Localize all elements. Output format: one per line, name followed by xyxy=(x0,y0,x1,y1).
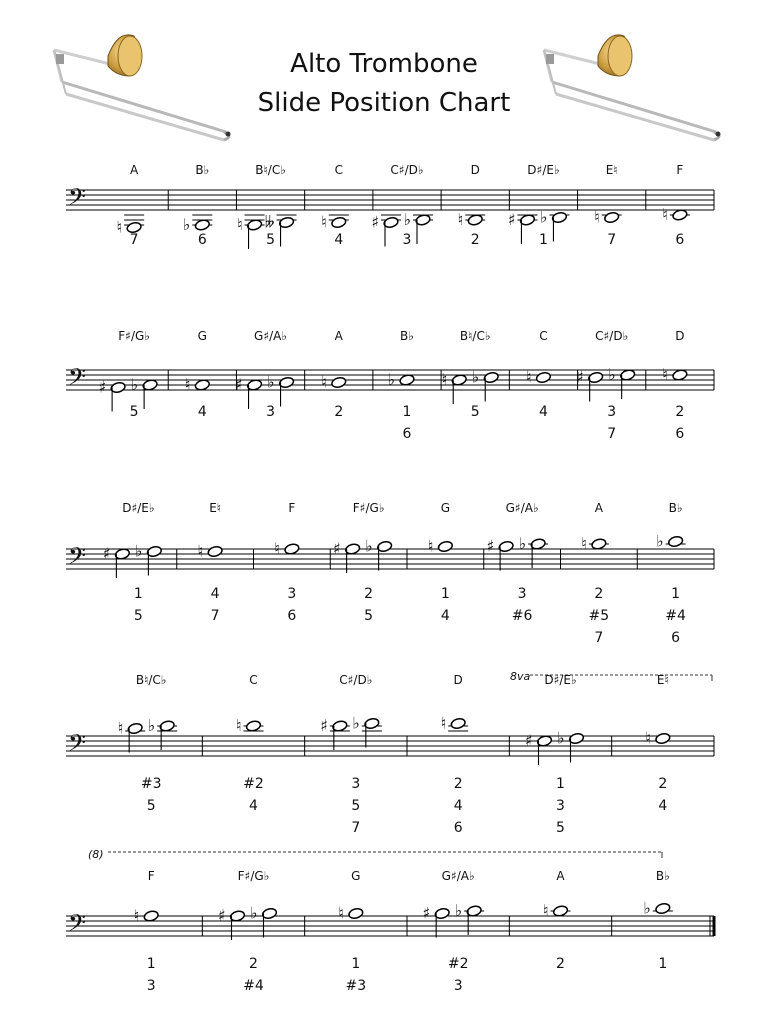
natural-accidental-icon: ♮ xyxy=(117,718,124,738)
natural-accidental-icon: ♮ xyxy=(441,370,448,389)
flat-accidental-icon: ♭ xyxy=(454,901,463,920)
flat-accidental-icon: ♭ xyxy=(147,716,156,735)
bass-clef-icon: 𝄢 xyxy=(68,909,87,942)
slide-position: 7 xyxy=(607,426,617,442)
slide-position: 3 xyxy=(453,978,463,994)
flat-accidental-icon: ♭ xyxy=(267,372,275,392)
flat-accidental-icon: ♭ xyxy=(608,365,616,384)
natural-accidental-icon: ♮ xyxy=(184,375,191,394)
slide-position: 1 xyxy=(556,776,565,792)
slide-position: 5 xyxy=(351,798,361,814)
slide-position: 3 xyxy=(266,404,276,420)
doubleflat-accidental-icon: 𝄫 xyxy=(264,212,275,232)
slide-position: 2 xyxy=(658,776,668,792)
sharp-accidental-icon: ♯ xyxy=(98,377,107,397)
slide-position: 4 xyxy=(334,232,344,248)
flat-accidental-icon: ♭ xyxy=(539,207,548,227)
staff-system xyxy=(66,329,714,442)
note-head xyxy=(143,910,159,922)
staff-system xyxy=(66,670,714,836)
staff-system xyxy=(66,163,714,249)
note-head xyxy=(672,369,688,381)
slide-position: 6 xyxy=(197,232,207,248)
slide-position: 3 xyxy=(402,232,412,248)
note-head xyxy=(399,374,415,386)
slide-position: 4 xyxy=(197,404,207,420)
slide-position: 5 xyxy=(556,820,565,836)
note-name: E♮ xyxy=(209,501,222,515)
slide-position: 2 xyxy=(364,586,374,602)
slide-position: 2 xyxy=(249,956,258,972)
sharp-accidental-icon: ♯ xyxy=(320,716,328,735)
slide-position: 1 xyxy=(146,956,156,972)
flat-accidental-icon: ♭ xyxy=(365,536,373,556)
sharp-accidental-icon: ♯ xyxy=(524,731,533,750)
slide-position: 4 xyxy=(440,608,450,624)
note-name: G♯/A♭ xyxy=(505,501,539,515)
slide-position: 5 xyxy=(133,608,143,624)
slide-position: 6 xyxy=(287,608,297,624)
slide-position: 1 xyxy=(351,956,361,972)
slide-position: 1 xyxy=(538,232,548,248)
note-head xyxy=(437,540,453,552)
note-head xyxy=(194,219,210,231)
slide-position: #3 xyxy=(345,978,367,994)
note-name: B♮/C♭ xyxy=(459,329,491,343)
natural-accidental-icon: ♮ xyxy=(645,728,651,748)
slide-position: #4 xyxy=(243,978,264,994)
octave-marking: 8va xyxy=(510,670,531,683)
natural-accidental-icon: ♮ xyxy=(133,906,140,925)
staff-systems xyxy=(66,163,714,994)
note-head xyxy=(467,214,483,226)
slide-position: 3 xyxy=(287,586,297,602)
slide-position: 2 xyxy=(453,776,463,792)
slide-position: 3 xyxy=(517,586,527,602)
note-name: G♯/A♭ xyxy=(254,329,288,343)
flat-accidental-icon: ♭ xyxy=(352,713,360,733)
slide-position: #4 xyxy=(665,608,686,624)
bass-clef-icon: 𝄢 xyxy=(68,729,87,762)
sharp-accidental-icon: ♯ xyxy=(486,536,495,556)
sharp-accidental-icon: ♯ xyxy=(217,906,226,925)
note-name: C♯/D♭ xyxy=(339,673,373,687)
note-name: G♯/A♭ xyxy=(441,869,475,883)
natural-accidental-icon: ♮ xyxy=(321,212,327,232)
slide-position: 1 xyxy=(440,586,450,602)
note-head xyxy=(348,907,364,919)
note-name: D xyxy=(675,329,685,343)
natural-accidental-icon: ♮ xyxy=(525,367,532,387)
note-head xyxy=(604,211,620,223)
note-name: D♯/E♭ xyxy=(544,673,577,687)
note-name: A xyxy=(594,501,603,515)
note-name: D xyxy=(453,673,463,687)
natural-accidental-icon: ♮ xyxy=(542,901,549,920)
note-name: C xyxy=(334,163,343,177)
note-head xyxy=(655,902,671,914)
trombone-left-image xyxy=(54,35,231,140)
slide-position: 5 xyxy=(470,404,480,420)
flat-accidental-icon: ♭ xyxy=(471,367,480,387)
slide-position: 4 xyxy=(453,798,463,814)
slide-position: 5 xyxy=(266,232,276,248)
natural-accidental-icon: ♮ xyxy=(427,536,434,556)
note-name: B♭ xyxy=(668,501,683,515)
sharp-accidental-icon: ♯ xyxy=(102,544,111,563)
slide-position: 1 xyxy=(658,956,668,972)
sharp-accidental-icon: ♯ xyxy=(234,375,243,394)
slide-position: 3 xyxy=(607,404,617,420)
natural-accidental-icon: ♮ xyxy=(116,217,123,237)
slide-position: 7 xyxy=(129,232,139,248)
slide-position: #2 xyxy=(447,956,469,972)
note-name: C xyxy=(249,673,258,687)
slide-position: 4 xyxy=(210,586,220,602)
note-name: E♮ xyxy=(605,163,618,177)
note-name: F♯/G♭ xyxy=(118,329,150,343)
flat-accidental-icon: ♭ xyxy=(249,903,258,923)
chart-title-line1: Alto Trombone xyxy=(290,49,478,79)
natural-accidental-icon: ♮ xyxy=(236,215,243,234)
slide-position: 6 xyxy=(675,426,685,442)
note-head xyxy=(655,732,671,744)
natural-accidental-icon: ♮ xyxy=(321,372,327,392)
slide-position: 2 xyxy=(675,404,685,420)
natural-accidental-icon: ♮ xyxy=(581,534,587,553)
note-head xyxy=(207,545,223,557)
slide-position: 7 xyxy=(351,820,361,836)
slide-position: 4 xyxy=(249,798,258,814)
sharp-accidental-icon: ♯ xyxy=(507,210,516,229)
note-head xyxy=(331,376,347,388)
natural-accidental-icon: ♮ xyxy=(440,713,447,733)
note-name: B♮/C♭ xyxy=(135,673,167,687)
flat-accidental-icon: ♭ xyxy=(556,728,565,748)
note-name: B♭ xyxy=(655,869,670,883)
staff-system xyxy=(66,501,714,646)
note-head xyxy=(536,371,552,383)
note-name: D♯/E♭ xyxy=(122,501,155,515)
sharp-accidental-icon: ♯ xyxy=(371,212,379,232)
natural-accidental-icon: ♮ xyxy=(197,541,204,561)
slide-position: 7 xyxy=(210,608,220,624)
note-name: E♮ xyxy=(656,673,669,687)
slide-position: 3 xyxy=(556,798,565,814)
note-name: B♭ xyxy=(400,329,414,343)
bass-clef-icon: 𝄢 xyxy=(68,183,87,216)
note-head xyxy=(246,720,262,732)
slide-position: 3 xyxy=(146,978,156,994)
note-name: A xyxy=(334,329,343,343)
note-name: C♯/D♭ xyxy=(595,329,629,343)
trombone-right-image xyxy=(544,35,721,140)
slide-position: 7 xyxy=(607,232,617,248)
slide-position: #5 xyxy=(588,608,610,624)
slide-position: 5 xyxy=(146,798,156,814)
chart-title-line2: Slide Position Chart xyxy=(257,88,511,118)
note-head xyxy=(194,379,210,391)
flat-accidental-icon: ♭ xyxy=(403,210,411,229)
slide-position: 4 xyxy=(658,798,668,814)
note-head xyxy=(672,209,688,221)
slide-position: 1 xyxy=(133,586,143,602)
sharp-accidental-icon: ♯ xyxy=(575,367,584,387)
bass-clef-icon: 𝄢 xyxy=(68,542,87,575)
sharp-accidental-icon: ♯ xyxy=(422,903,431,923)
note-head xyxy=(331,216,347,228)
flat-accidental-icon: ♭ xyxy=(518,534,527,553)
flat-accidental-icon: ♭ xyxy=(643,898,651,918)
bass-clef-icon: 𝄢 xyxy=(68,363,87,396)
note-name: F♯/G♭ xyxy=(352,501,385,515)
note-name: F xyxy=(288,501,296,515)
flat-accidental-icon: ♭ xyxy=(130,375,139,394)
natural-accidental-icon: ♮ xyxy=(274,539,280,558)
slide-position: 5 xyxy=(129,404,139,420)
note-name: C♯/D♭ xyxy=(390,163,424,177)
sharp-accidental-icon: ♯ xyxy=(332,539,341,558)
note-name: G xyxy=(197,329,207,343)
slide-position: 2 xyxy=(556,956,565,972)
note-name: F xyxy=(147,869,155,883)
note-name: D♯/E♭ xyxy=(527,163,560,177)
flat-accidental-icon: ♭ xyxy=(182,215,191,234)
flat-accidental-icon: ♭ xyxy=(134,541,143,561)
slide-position: #3 xyxy=(140,776,162,792)
note-name: D xyxy=(470,163,480,177)
natural-accidental-icon: ♮ xyxy=(235,716,242,735)
note-head xyxy=(284,543,300,555)
slide-position: 6 xyxy=(453,820,463,836)
slide-position: 6 xyxy=(402,426,412,442)
natural-accidental-icon: ♮ xyxy=(662,205,668,224)
octave-marking: (8) xyxy=(88,848,104,861)
natural-accidental-icon: ♮ xyxy=(593,207,600,227)
slide-position: 1 xyxy=(671,586,681,602)
slide-position: #6 xyxy=(511,608,533,624)
note-name: C xyxy=(539,329,548,343)
note-name: G xyxy=(440,501,451,515)
flat-accidental-icon: ♭ xyxy=(387,370,395,389)
slide-position: 4 xyxy=(538,404,548,420)
note-name: A xyxy=(130,163,139,177)
note-head xyxy=(450,717,466,729)
note-head xyxy=(553,905,569,917)
note-name: A xyxy=(556,869,565,883)
slide-position: 3 xyxy=(351,776,361,792)
note-name: F♯/G♭ xyxy=(237,869,270,883)
slide-position: 5 xyxy=(364,608,374,624)
flat-accidental-icon: ♭ xyxy=(656,531,664,551)
slide-position: 6 xyxy=(675,232,685,248)
slide-position: 2 xyxy=(470,232,480,248)
slide-position: 2 xyxy=(594,586,604,602)
slide-position: 6 xyxy=(671,630,681,646)
natural-accidental-icon: ♮ xyxy=(662,365,668,384)
note-head xyxy=(668,535,684,547)
slide-position: 1 xyxy=(402,404,412,420)
slide-position: 7 xyxy=(594,630,604,646)
natural-accidental-icon: ♮ xyxy=(457,210,464,229)
natural-accidental-icon: ♮ xyxy=(338,903,344,923)
note-name: B♭ xyxy=(195,163,210,177)
note-name: G xyxy=(351,869,361,883)
note-name: F xyxy=(676,163,684,177)
note-name: B♮/C♭ xyxy=(255,163,286,177)
slide-position: #2 xyxy=(243,776,264,792)
staff-system xyxy=(66,848,714,994)
slide-position: 2 xyxy=(334,404,344,420)
note-head xyxy=(591,538,607,550)
